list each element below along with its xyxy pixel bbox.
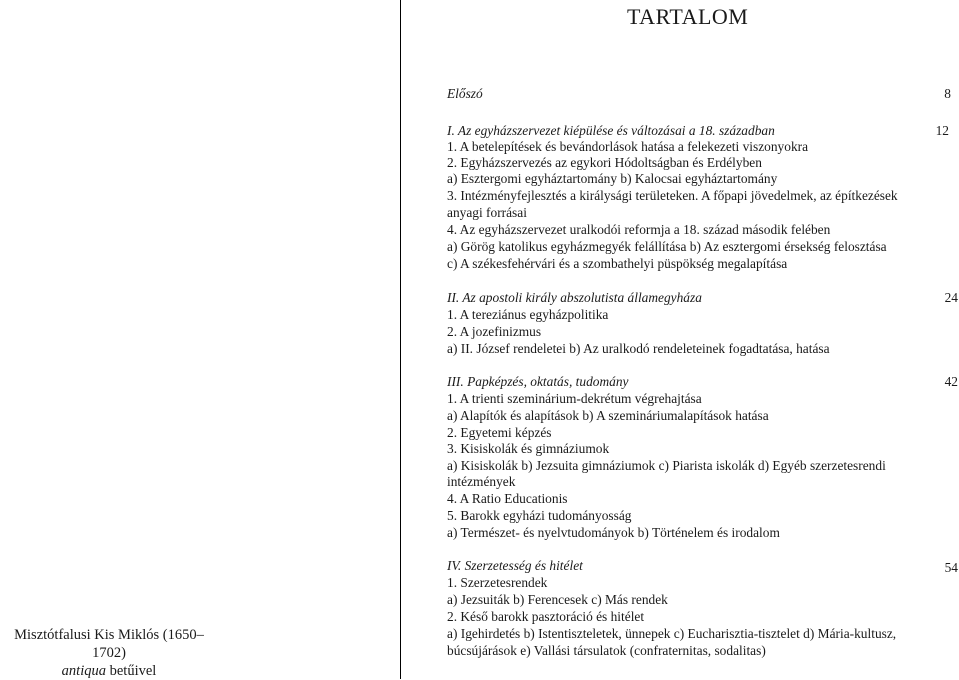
toc-line: 4. Az egyházszervezet uralkodói reformja a 18. század második felében [447,222,831,237]
toc-page-section-2: 24 [944,290,958,305]
toc-line: a) Esztergomi egyháztartomány b) Kalocsai egyháztartomány [447,171,778,186]
toc-page-section-3: 42 [944,374,958,389]
toc-line: 2. Egyetemi képzés [447,425,552,440]
caption-line-2 [0,662,218,680]
caption-line-1: Misztótfalusi Kis Miklós (1650–1702) [14,627,204,661]
toc-line: 5. Barokk egyházi tudományosság [447,508,632,523]
toc-heading-section-4: IV. Szerzetesség és hitélet [447,558,583,573]
toc-line: 1. A betelepítések és bevándorlások hatása a felekezeti viszonyokra [447,139,809,154]
toc-line: c) A székesfehérvári és a szombathelyi püspökség megalapítása [447,256,788,271]
toc-line: 2. Késő barokk pasztoráció és hitélet [447,609,645,624]
toc-line: a) Kisiskolák b) Jezsuita gimnáziumok c) Piarista iskolák d) Egyéb szerzetesrendi [447,458,886,473]
toc-page-section-1: 12 [935,123,949,138]
toc-line: 1. Szerzetesrendek [447,575,548,590]
toc-heading-section-1: I. Az egyházszervezet kiépülése és változásai a 18. században [447,123,775,138]
toc-line: 2. A jozefinizmus [447,324,542,339]
toc-line: a) Igehirdetés b) Istentiszteletek, ünnepek c) Eucharisztia-tisztelet d) Mária-kultusz, [447,626,897,641]
toc-line: 2. Egyházszervezés az egykori Hódoltságban és Erdélyben [447,155,762,170]
toc-entry-eloszo: Előszó [447,86,483,101]
toc-line: 3. Intézményfejlesztés a királysági területeken. A főpapi jövedelmek, az építkezések [447,188,898,203]
toc-line: intézmények [447,474,516,489]
toc-page-eloszo: 8 [944,86,951,101]
toc-line: a) Természet- és nyelvtudományok b) Történelem és irodalom [447,525,780,540]
toc-heading-section-3: III. Papképzés, oktatás, tudomány [447,374,629,389]
toc-line: a) II. József rendeletei b) Az uralkodó rendeleteinek fogadtatása, hatása [447,341,830,356]
toc-heading-section-2: II. Az apostoli király abszolutista államegyháza [447,290,702,305]
caption-rest: betűivel [105,663,157,679]
vertical-divider [400,0,401,679]
toc-line: a) Görög katolikus egyházmegyék felállítása b) Az esztergomi érsekség felosztása [447,239,887,254]
font-caption [0,626,218,680]
toc-line: anyagi forrásai [447,205,527,220]
toc-line: búcsújárások e) Vallási társulatok (confraternitas, sodalitas) [447,643,766,658]
toc-line: 1. A trienti szeminárium-dekrétum végrehajtása [447,391,702,406]
toc-page-section-4: 54 [944,560,958,575]
toc-line: 4. A Ratio Educationis [447,491,568,506]
toc-line: a) Alapítók és alapítások b) A szemináriumalapítások hatása [447,408,769,423]
toc-line: 3. Kisiskolák és gimnáziumok [447,441,610,456]
toc-line: 1. A tereziánus egyházpolitika [447,307,609,322]
toc-line: a) Jezsuiták b) Ferencesek c) Más rendek [447,592,668,607]
page-title: TARTALOM [627,4,749,29]
caption-italic-word: antiqua [61,663,106,679]
